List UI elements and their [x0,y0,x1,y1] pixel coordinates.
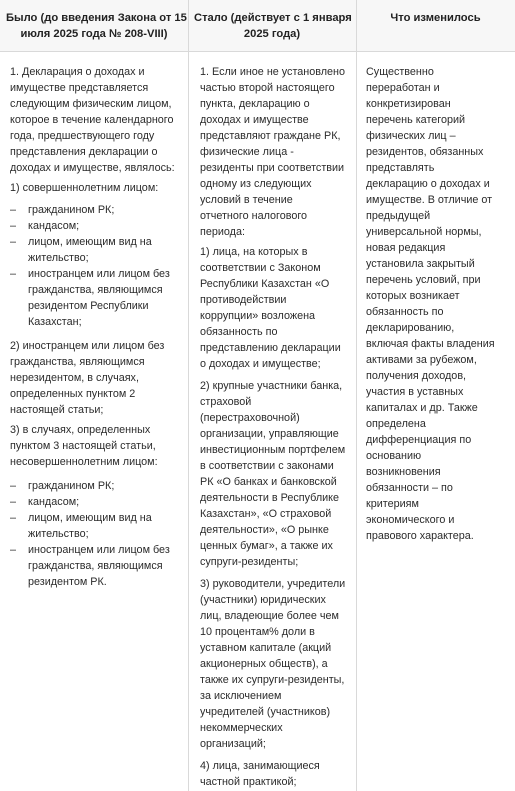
after-intro: 1. Если иное не установлено частью второй настоящего пункта, декларацию о доходах и имуществе представляют граждане РК, физические лица - резиденты при соответствии одному из следующих условий в течение отчетного налогового периода: [200,66,346,238]
column-before [0,52,188,791]
list-item: – иностранцем или лицом без гражданства, являющимся резидентом Республики Казахстан; [10,268,170,328]
list-item: – гражданином РК; [10,480,115,492]
after-p3: 3) руководители, учредители (участники) юридических лиц, владеющие более чем 10 процентам% доли в уставном капитале (акций акционерных обществ), а также их супруги-резиденты, за исключением учредителей (участников) некоммерческих организаций; [200,578,346,750]
header-changed-text: Что изменилось [390,12,481,24]
header-after-text: Стало (действует с 1 января 2025 года) [194,12,352,40]
table-header-before [0,0,188,52]
before-p2: 2) иностранцем или лицом без гражданства, являющимся нерезидентом, в случаях, определенных пунктом 2 настоящей статьи; [10,340,165,416]
table-header-after [188,0,356,52]
list-item: – лицом, имеющим вид на жительство; [10,512,152,540]
table-header-changed [356,0,515,52]
before-p3-title: 3) в случаях, определенных пунктом 3 настоящей статьи, несовершеннолетним лицом: [10,424,158,468]
before-p1-title: 1) совершеннолетним лицом: [10,182,159,194]
column-after [189,52,356,791]
changed-text: Существенно переработан и конкретизирован перечень категорий физических лиц – резидентов, обязанных представлять декларацию о доходах и имуществе. В отличие от предыдущей универсальной нормы, новая редакция установила закрытый перечень условий, при которых возникает обязанность по декларированию, включая факты владения активами за рубежом, получения доходов, участия в уставных капиталах и др. Также определена дифференциация по основанию возникновения обязанности – по критериям экономического и правового характера. [366,66,495,542]
after-p4: 4) лица, занимающиеся частной практикой; [200,760,320,788]
list-item: – кандасом; [10,220,80,232]
before-intro: 1. Декларация о доходах и имуществе представляется следующим физическим лицом, которое в течение календарного года, предшествующего году представления декларации о доходах и имуществе, являлось: [10,66,175,174]
list-item: – гражданином РК; [10,204,115,216]
list-item: – кандасом; [10,496,80,508]
list-item: – иностранцем или лицом без гражданства, являющимся резидентом РК. [10,544,170,588]
after-p2: 2) крупные участники банка, страховой (перестраховочной) организации, управляющие инвестиционным портфелем в соответствии с законами РК «О банках и банковской деятельности в Республике Казахстан», «О страховой деятельности», «О рынке ценных бумаг», а также их супруги-резиденты; [200,380,346,568]
after-p1: 1) лица, на которых в соответствии с Законом Республики Казахстан «О противодействии коррупции» возложена обязанность по представлению декларации о доходах и имуществе; [200,246,341,370]
header-before-text: Было (до введения Закона от 15 июля 2025 года № 208-VIII) [6,12,187,40]
column-changed [357,52,515,791]
list-item: – лицом, имеющим вид на жительство; [10,236,152,264]
